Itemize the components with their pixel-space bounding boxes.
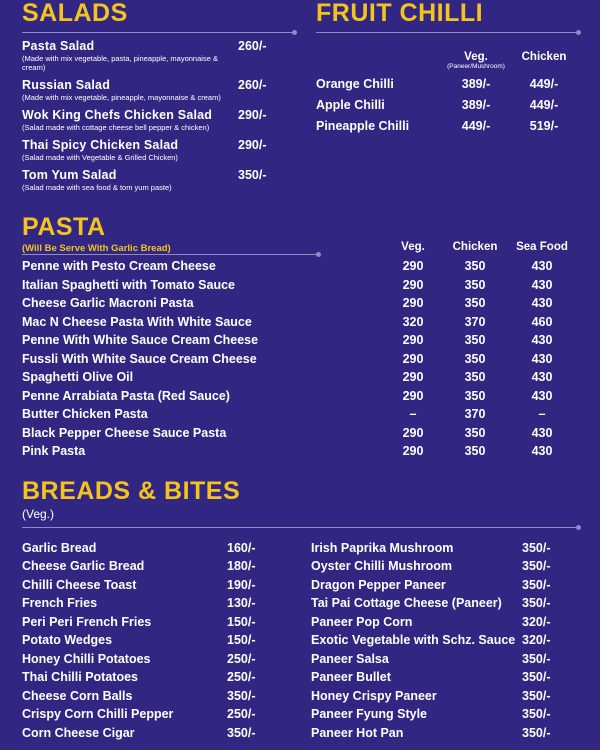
list-item [22, 670, 289, 684]
item-name: Oyster Chilli Mushroom [311, 559, 452, 574]
list-item [22, 615, 289, 629]
table-row [22, 296, 578, 310]
item-name: Butter Chicken Pasta [22, 407, 148, 421]
table-row [22, 33, 294, 72]
item-price: 290/- [238, 138, 267, 153]
item-name: Paneer Fyung Style [311, 707, 428, 722]
item-price-sea-food: 460 [531, 314, 553, 329]
item-name: Crispy Corn Chilli Pepper [22, 707, 174, 722]
section-salads [22, 0, 294, 192]
section-fruit-chilli [316, 0, 578, 192]
item-price-veg: 290 [402, 351, 424, 366]
breads-column-right [311, 536, 578, 740]
table-row [22, 444, 578, 458]
list-item [22, 652, 289, 666]
item-price-sea-food: 430 [531, 351, 553, 366]
item-price: 150/- [227, 633, 256, 648]
salad-item [22, 132, 238, 162]
pasta-divider [22, 254, 318, 255]
item-name: Potato Wedges [22, 633, 113, 648]
pasta-title: PASTA [22, 213, 106, 242]
item-description: (Salad made with sea food & tom yum paste) [22, 183, 172, 193]
item-price-sea-food: 430 [531, 425, 553, 440]
list-item [311, 541, 578, 555]
list-item [311, 689, 578, 703]
fruit-chilli-title: FRUIT CHILLI [316, 0, 484, 27]
column-header-chicken [510, 51, 578, 70]
list-item [22, 689, 289, 703]
column-header-veg: Veg. [401, 240, 425, 253]
item-price: 350/- [522, 651, 551, 666]
item-name: Cheese Corn Balls [22, 688, 133, 703]
item-name: Peri Peri French Fries [22, 614, 152, 629]
item-price: 350/- [522, 577, 551, 592]
item-price-veg: 290 [402, 444, 424, 458]
item-name: Dragon Pepper Paneer [311, 577, 446, 592]
list-item [22, 633, 289, 647]
table-row [316, 77, 578, 91]
breads-subtitle: (Veg.) [22, 507, 55, 522]
list-item [22, 596, 289, 610]
list-item [311, 652, 578, 666]
list-item [22, 578, 289, 592]
item-description: (Salad made with Vegetable & Grilled Chicken) [22, 153, 178, 163]
item-price: 250/- [227, 670, 256, 685]
table-row [22, 72, 294, 102]
section-breads-and-bites [22, 478, 578, 740]
item-name: Mac N Cheese Pasta With White Sauce [22, 314, 252, 329]
salad-item [22, 102, 238, 132]
fruit-chilli-divider [316, 32, 578, 33]
pasta-header-row [22, 241, 578, 255]
item-price: 290/- [238, 108, 267, 123]
item-price: 350/- [238, 168, 267, 183]
item-name: Cheese Garlic Bread [22, 559, 145, 574]
item-price-chicken: 350 [464, 425, 486, 440]
section-pasta [22, 214, 578, 458]
item-name: Italian Spaghetti with Tomato Sauce [22, 277, 235, 292]
item-name: Pineapple Chilli [316, 119, 410, 134]
item-name: Paneer Salsa [311, 651, 389, 666]
item-price-chicken: 350 [464, 259, 486, 273]
item-name: Honey Chilli Potatoes [22, 651, 151, 666]
item-name: Chilli Cheese Toast [22, 577, 137, 592]
item-name: Paneer Pop Corn [311, 614, 413, 629]
item-price-sea-food: 430 [531, 277, 553, 292]
table-row [22, 333, 578, 347]
table-row [316, 119, 578, 133]
list-item [311, 633, 578, 647]
item-name: Orange Chilli [316, 77, 394, 92]
item-price-sea-food: 430 [531, 296, 553, 310]
item-price-veg: 389/- [461, 77, 491, 92]
fruit-chilli-header-row [316, 51, 578, 70]
item-description: (Made with mix vegetable, pasta, pineapple, mayonnaise & cream) [22, 54, 218, 73]
item-description: (Salad made with cottage cheese bell pepper & chicken) [22, 123, 210, 133]
item-price-veg: 290 [402, 296, 424, 310]
item-name: Corn Cheese Cigar [22, 725, 135, 740]
table-row [22, 162, 294, 192]
table-row [22, 370, 578, 384]
item-price-chicken: 350 [464, 370, 486, 384]
item-price-chicken: 449/- [529, 98, 559, 113]
item-name: Spaghetti Olive Oil [22, 370, 134, 384]
item-price-chicken: 350 [464, 388, 486, 403]
item-price: 250/- [227, 707, 256, 722]
item-price: 350/- [522, 725, 551, 740]
item-name: Wok King Chefs Chicken Salad [22, 108, 213, 123]
item-price: 350/- [522, 559, 551, 574]
item-name: Pink Pasta [22, 444, 86, 458]
table-row [22, 102, 294, 132]
salads-table [22, 33, 294, 192]
list-item [22, 726, 289, 740]
breads-column-left [22, 536, 289, 740]
item-name: Honey Crispy Paneer [311, 688, 437, 703]
item-price: 350/- [227, 725, 256, 740]
table-row [22, 352, 578, 366]
item-price: 350/- [522, 688, 551, 703]
item-name: Tom Yum Salad [22, 168, 117, 183]
item-name: Black Pepper Cheese Sauce Pasta [22, 425, 227, 440]
breads-divider [22, 527, 578, 528]
table-row [22, 278, 578, 292]
item-price-sea-food: 430 [531, 259, 553, 273]
item-price: 350/- [522, 707, 551, 722]
item-price-veg: 320 [402, 314, 424, 329]
item-price: 250/- [227, 651, 256, 666]
column-label: Veg. [464, 51, 488, 64]
top-sections [22, 0, 578, 192]
item-price-veg: 449/- [461, 119, 491, 134]
item-name: Thai Chilli Potatoes [22, 670, 138, 685]
item-price-sea-food: 430 [531, 444, 553, 458]
item-name: Thai Spicy Chicken Salad [22, 138, 179, 153]
item-price: 320/- [522, 614, 551, 629]
salad-item [22, 72, 238, 102]
table-row [22, 389, 578, 403]
list-item [311, 559, 578, 573]
list-item [311, 578, 578, 592]
item-price-chicken: 350 [464, 351, 486, 366]
item-price: 350/- [227, 688, 256, 703]
column-sublabel: (Paneer/Mushroom) [447, 63, 505, 71]
salads-divider [22, 32, 294, 33]
item-price-chicken: 519/- [529, 119, 559, 134]
pasta-subtitle: (Will Be Serve With Garlic Bread) [22, 242, 171, 254]
item-price: 160/- [227, 540, 256, 555]
item-name: Fussli With White Sauce Cream Cheese [22, 351, 257, 366]
item-price: 180/- [227, 559, 256, 574]
item-price: 260/- [238, 39, 267, 54]
item-price: 350/- [522, 596, 551, 611]
item-price-sea-food: 430 [531, 333, 553, 347]
item-price-veg: 290 [402, 333, 424, 347]
item-price-veg: 389/- [461, 98, 491, 113]
item-price-veg: 290 [402, 388, 424, 403]
table-row [22, 259, 578, 273]
item-name: Paneer Hot Pan [311, 725, 404, 740]
item-price-veg: 290 [402, 370, 424, 384]
list-item [311, 615, 578, 629]
item-name: Garlic Bread [22, 540, 97, 555]
list-item [311, 670, 578, 684]
column-header-sea-food: Sea Food [516, 240, 568, 253]
item-name: Irish Paprika Mushroom [311, 540, 454, 555]
item-price: 350/- [522, 670, 551, 685]
salad-item [22, 33, 238, 72]
item-price-veg: 290 [402, 277, 424, 292]
item-price-chicken: 449/- [529, 77, 559, 92]
item-name: Apple Chilli [316, 98, 385, 113]
item-price-chicken: 350 [464, 444, 486, 458]
table-row [22, 132, 294, 162]
list-item [22, 559, 289, 573]
table-row [22, 426, 578, 440]
item-price: 130/- [227, 596, 256, 611]
item-price-sea-food: 430 [531, 370, 553, 384]
item-name: Penne Arrabiata Pasta (Red Sauce) [22, 388, 230, 403]
column-header-chicken: Chicken [452, 240, 498, 253]
item-price-veg: 290 [402, 425, 424, 440]
item-price-chicken: 370 [464, 407, 486, 421]
table-row [316, 98, 578, 112]
item-price-chicken: 370 [464, 314, 486, 329]
item-name: Russian Salad [22, 78, 111, 93]
salads-title: SALADS [22, 0, 128, 27]
list-item [311, 707, 578, 721]
item-price: 350/- [522, 540, 551, 555]
breads-title: BREADS & BITES [22, 477, 241, 505]
list-item [22, 541, 289, 555]
item-price-sea-food: 430 [531, 388, 553, 403]
item-name: Tai Pai Cottage Cheese (Paneer) [311, 596, 502, 611]
list-item [311, 726, 578, 740]
item-name: Paneer Bullet [311, 670, 391, 685]
salad-item [22, 162, 238, 192]
item-price-chicken: 350 [464, 333, 486, 347]
column-label: Chicken [521, 51, 567, 64]
item-price: 320/- [522, 633, 551, 648]
item-price: 260/- [238, 78, 267, 93]
item-name: Exotic Vegetable with Schz. Sauce [311, 633, 516, 648]
item-name: Penne With White Sauce Cream Cheese [22, 333, 259, 347]
item-price-veg: – [409, 407, 417, 421]
column-header-veg [442, 51, 510, 70]
table-row [22, 407, 578, 421]
list-item [22, 707, 289, 721]
item-price: 190/- [227, 577, 256, 592]
item-name: Pasta Salad [22, 39, 95, 54]
list-item [311, 596, 578, 610]
item-name: French Fries [22, 596, 98, 611]
table-row [22, 315, 578, 329]
item-description: (Made with mix vegetable, pineapple, mayonnaise & cream) [22, 93, 221, 103]
item-price-veg: 290 [402, 259, 424, 273]
item-name: Cheese Garlic Macroni Pasta [22, 296, 194, 310]
item-price-chicken: 350 [464, 296, 486, 310]
item-price-chicken: 350 [464, 277, 486, 292]
item-price-sea-food: – [538, 407, 546, 421]
item-price: 150/- [227, 614, 256, 629]
item-name: Penne with Pesto Cream Cheese [22, 259, 216, 273]
